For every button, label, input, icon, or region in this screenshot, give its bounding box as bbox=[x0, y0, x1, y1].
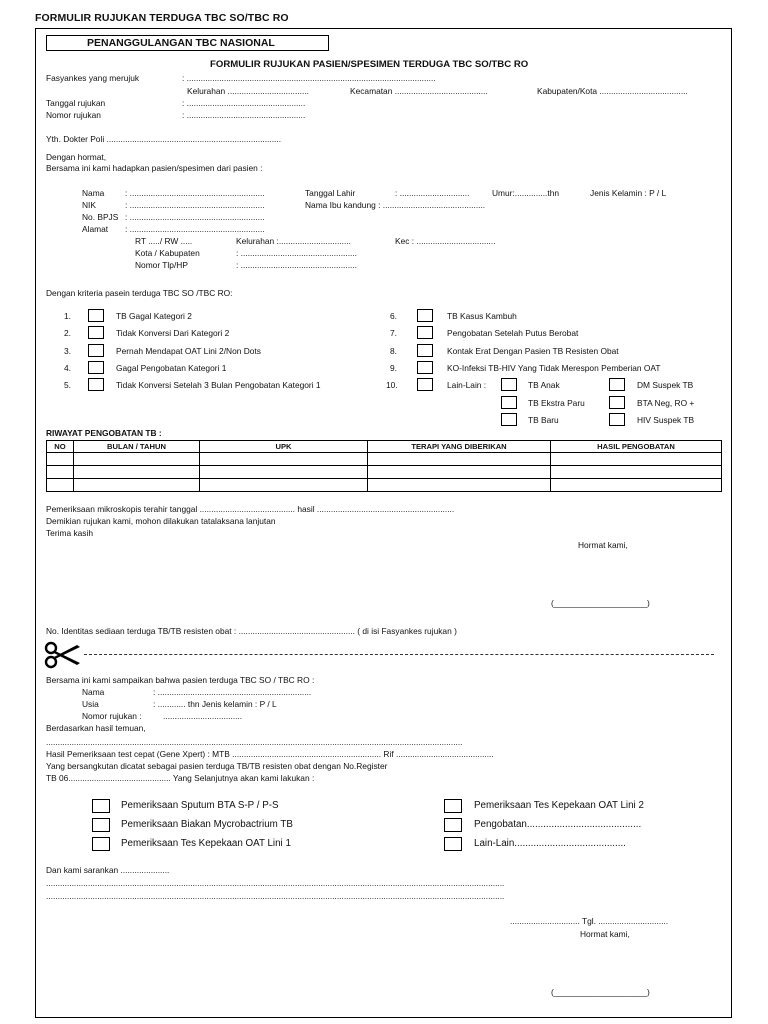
action-checkbox-sputum[interactable] bbox=[92, 799, 110, 813]
criteria-title: Dengan kriteria pasein terduga TBC SO /TBC RO: bbox=[46, 288, 233, 298]
lain-checkbox-hiv[interactable] bbox=[609, 413, 625, 426]
criteria-checkbox-7[interactable] bbox=[417, 326, 433, 339]
gene-xpert-line[interactable]: Hasil Pemeriksaan test cepat (Gene Xpert) : MTB ................................................................ Rif .......................................... bbox=[46, 749, 494, 759]
action-checkbox-pengobatan[interactable] bbox=[444, 818, 462, 832]
criteria-checkbox-5[interactable] bbox=[88, 378, 104, 391]
criteria-label-9: KO-Infeksi TB-HIV Yang Tidak Merespon Pemberian OAT bbox=[447, 363, 661, 373]
col-terapi: TERAPI YANG DIBERIKAN bbox=[368, 441, 551, 453]
criteria-checkbox-8[interactable] bbox=[417, 344, 433, 357]
bpjs-field[interactable]: : .......................................................... bbox=[125, 212, 265, 222]
table-row bbox=[47, 453, 722, 466]
cut-line bbox=[84, 654, 714, 655]
nama-label: Nama bbox=[82, 188, 105, 198]
hormat-kami-2: Hormat kami, bbox=[580, 929, 630, 939]
tgl-lahir-field[interactable]: : .............................. bbox=[395, 188, 470, 198]
criteria-num: 9. bbox=[390, 363, 397, 373]
lain-label-hiv: HIV Suspek TB bbox=[637, 415, 695, 425]
saran-line[interactable]: Dan kami sarankan ..................... bbox=[46, 865, 170, 875]
criteria-label-7: Pengobatan Setelah Putus Berobat bbox=[447, 328, 579, 338]
fasyankes-field[interactable]: : ........................................................................................................... bbox=[182, 73, 436, 83]
action-checkbox-biakan[interactable] bbox=[92, 818, 110, 832]
telepon-field[interactable]: : .................................................. bbox=[236, 260, 357, 270]
criteria-label-6: TB Kasus Kambuh bbox=[447, 311, 517, 321]
lain-label-tb-anak: TB Anak bbox=[528, 380, 560, 390]
hormat-kami-1: Hormat kami, bbox=[578, 540, 628, 550]
criteria-checkbox-4[interactable] bbox=[88, 361, 104, 374]
jenis-kelamin-field[interactable]: Jenis Kelamin : P / L bbox=[590, 188, 667, 198]
berdasarkan-text: Berdasarkan hasil temuan, bbox=[46, 723, 146, 733]
lain-checkbox-dm[interactable] bbox=[609, 378, 625, 391]
action-label-pengobatan: Pengobatan.......................................... bbox=[474, 819, 642, 830]
action-checkbox-lini1[interactable] bbox=[92, 837, 110, 851]
kota-field[interactable]: : .................................................. bbox=[236, 248, 357, 258]
umur-field[interactable]: Umur:..............thn bbox=[492, 188, 560, 198]
saran-dots-1[interactable]: ..................................................................................................................................................................................................... bbox=[46, 878, 505, 888]
identitas-line[interactable]: No. Identitas sediaan terduga TB/TB resisten obat : .................................................. ( di isi Fasyankes rujukan ) bbox=[46, 626, 457, 636]
col-bulan-tahun: BULAN / TAHUN bbox=[74, 441, 200, 453]
signature-1[interactable]: (____________________) bbox=[551, 598, 650, 608]
reply-nama-label: Nama bbox=[82, 687, 105, 697]
program-box: PENANGGULANGAN TBC NASIONAL bbox=[46, 35, 329, 51]
kecamatan-pasien-field[interactable]: Kec : .................................. bbox=[395, 236, 496, 246]
criteria-num: 3. bbox=[64, 346, 71, 356]
lain-checkbox-bta-neg[interactable] bbox=[609, 396, 625, 409]
greeting: Dengan hormat, bbox=[46, 152, 107, 162]
history-table bbox=[46, 440, 722, 492]
lain-label-tb-baru: TB Baru bbox=[528, 415, 559, 425]
yth-line[interactable]: Yth. Dokter Poli ........................................................................... bbox=[46, 134, 282, 144]
nik-field[interactable]: : .......................................................... bbox=[125, 200, 265, 210]
criteria-checkbox-3[interactable] bbox=[88, 344, 104, 357]
action-label-lini1: Pemeriksaan Tes Kepekaan OAT Lini 1 bbox=[121, 838, 291, 849]
kabupaten-field[interactable]: Kabupaten/Kota ...................................... bbox=[537, 86, 688, 96]
reply-nomor-field[interactable]: .................................. bbox=[163, 711, 243, 721]
action-label-sputum: Pemeriksaan Sputum BTA S-P / P-S bbox=[121, 800, 279, 811]
rt-rw-field[interactable]: RT ...../ RW ..... bbox=[135, 236, 193, 246]
signature-2[interactable]: (____________________) bbox=[551, 987, 650, 997]
tanggal-field[interactable]: : ................................................... bbox=[182, 98, 306, 108]
lain-checkbox-tb-baru[interactable] bbox=[501, 413, 517, 426]
criteria-checkbox-10[interactable] bbox=[417, 378, 433, 391]
document-title: FORMULIR RUJUKAN TERDUGA TBC SO/TBC RO bbox=[35, 12, 289, 24]
history-header-row bbox=[47, 441, 722, 453]
kecamatan-field[interactable]: Kecamatan ........................................ bbox=[350, 86, 488, 96]
col-upk: UPK bbox=[200, 441, 368, 453]
criteria-label-10: Lain-Lain : bbox=[447, 380, 487, 390]
tanggal-label: Tanggal rujukan bbox=[46, 98, 106, 108]
criteria-num: 8. bbox=[390, 346, 397, 356]
action-checkbox-lini2[interactable] bbox=[444, 799, 462, 813]
lain-label-bta-neg: BTA Neg, RO + bbox=[637, 398, 695, 408]
criteria-label-1: TB Gagal Kategori 2 bbox=[116, 311, 192, 321]
table-row bbox=[47, 479, 722, 492]
reply-usia-label: Usia bbox=[82, 699, 99, 709]
criteria-label-3: Pernah Mendapat OAT Lini 2/Non Dots bbox=[116, 346, 261, 356]
action-checkbox-lain[interactable] bbox=[444, 837, 462, 851]
action-label-lini2: Pemeriksaan Tes Kepekaan OAT Lini 2 bbox=[474, 800, 644, 811]
telepon-label: Nomor Tlp/HP bbox=[135, 260, 188, 270]
register-text: Yang bersangkutan dicatat sebagai pasien terduga TB/TB resisten obat dengan No.Register bbox=[46, 761, 388, 771]
mikroskopis-line[interactable]: Pemeriksaan mikroskopis terahir tanggal ......................................... hasil ........................................................... bbox=[46, 504, 455, 514]
kelurahan-field[interactable]: Kelurahan ................................... bbox=[187, 86, 309, 96]
tanggal-sign-line[interactable]: .............................. Tgl. .............................. bbox=[510, 916, 669, 926]
tb06-line[interactable]: TB 06............................................ Yang Selanjutnya akan kami lakukan : bbox=[46, 773, 315, 783]
criteria-label-2: Tidak Konversi Dari Kategori 2 bbox=[116, 328, 230, 338]
terima-kasih: Terima kasih bbox=[46, 528, 94, 538]
criteria-num: 1. bbox=[64, 311, 71, 321]
criteria-num: 6. bbox=[390, 311, 397, 321]
criteria-num: 5. bbox=[64, 380, 71, 390]
reply-nama-field[interactable]: : .................................................................. bbox=[153, 687, 312, 697]
lain-checkbox-tb-anak[interactable] bbox=[501, 378, 517, 391]
criteria-label-8: Kontak Erat Dengan Pasien TB Resisten Obat bbox=[447, 346, 619, 356]
action-label-lain: Lain-Lain......................................... bbox=[474, 838, 626, 849]
nik-label: NIK bbox=[82, 200, 96, 210]
nama-field[interactable]: : .......................................................... bbox=[125, 188, 265, 198]
criteria-checkbox-6[interactable] bbox=[417, 309, 433, 322]
alamat-field[interactable]: : .......................................................... bbox=[125, 224, 265, 234]
criteria-checkbox-2[interactable] bbox=[88, 326, 104, 339]
criteria-num: 4. bbox=[64, 363, 71, 373]
criteria-num: 7. bbox=[390, 328, 397, 338]
demikian-text: Demikian rujukan kami, mohon dilakukan tatalaksana lanjutan bbox=[46, 516, 276, 526]
ibu-kandung-field[interactable]: Nama Ibu kandung : ............................................ bbox=[305, 200, 486, 210]
criteria-num: 10. bbox=[386, 380, 398, 390]
criteria-num: 2. bbox=[64, 328, 71, 338]
col-hasil: HASIL PENGOBATAN bbox=[551, 441, 722, 453]
lain-label-dm: DM Suspek TB bbox=[637, 380, 694, 390]
kelurahan-pasien-field[interactable]: Kelurahan :............................... bbox=[236, 236, 351, 246]
lain-label-ekstra-paru: TB Ekstra Paru bbox=[528, 398, 585, 408]
kota-label: Kota / Kabupaten bbox=[135, 248, 200, 258]
criteria-checkbox-9[interactable] bbox=[417, 361, 433, 374]
history-title: RIWAYAT PENGOBATAN TB : bbox=[46, 428, 162, 438]
alamat-label: Alamat bbox=[82, 224, 109, 234]
nomor-field[interactable]: : ................................................... bbox=[182, 110, 306, 120]
lain-checkbox-ekstra-paru[interactable] bbox=[501, 396, 517, 409]
reply-usia-field[interactable]: : ............ thn Jenis kelamin : P / L bbox=[153, 699, 277, 709]
reply-nomor-label: Nomor rujukan : bbox=[82, 711, 142, 721]
nomor-label: Nomor rujukan bbox=[46, 110, 101, 120]
form-title: FORMULIR RUJUKAN PASIEN/SPESIMEN TERDUGA TBC SO/TBC RO bbox=[210, 59, 529, 70]
criteria-label-4: Gagal Pengobatan Kategori 1 bbox=[116, 363, 227, 373]
reply-intro: Bersama ini kami sampaikan bahwa pasien terduga TBC SO / TBC RO : bbox=[46, 675, 315, 685]
tgl-lahir-label: Tanggal Lahir bbox=[305, 188, 356, 198]
intro-text: Bersama ini kami hadapkan pasien/spesimen dari pasien : bbox=[46, 163, 263, 173]
bpjs-label: No. BPJS bbox=[82, 212, 119, 222]
action-label-biakan: Pemeriksaan Biakan Mycrobactrium TB bbox=[121, 819, 293, 830]
scissors-icon bbox=[44, 641, 82, 669]
table-row bbox=[47, 466, 722, 479]
criteria-checkbox-1[interactable] bbox=[88, 309, 104, 322]
col-no: NO bbox=[47, 441, 74, 453]
fasyankes-label: Fasyankes yang merujuk bbox=[46, 73, 140, 83]
saran-dots-2[interactable]: ..................................................................................................................................................................................................... bbox=[46, 891, 505, 901]
criteria-label-5: Tidak Konversi Setelah 3 Bulan Pengobatan Kategori 1 bbox=[116, 380, 321, 390]
temuan-line[interactable]: ................................................................................................................................................................................... bbox=[46, 737, 463, 747]
